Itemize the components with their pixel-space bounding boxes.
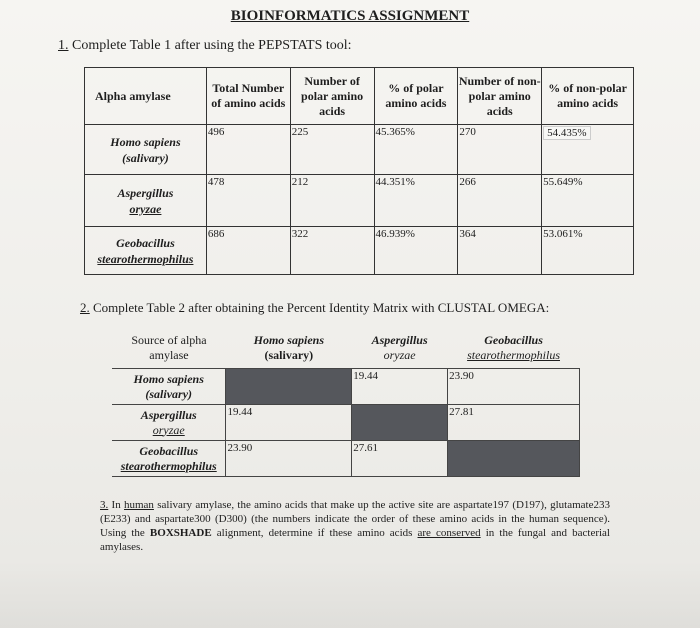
table-2-row-label: Geobacillus stearothermophilus [112, 441, 226, 477]
table-1-cell[interactable]: 266 [458, 175, 542, 227]
table-2-diagonal-cell [448, 441, 580, 477]
table-2-diagonal-cell [352, 405, 448, 441]
table-1-cell[interactable]: 53.061% [542, 227, 634, 275]
table-1-cell-active[interactable] [542, 125, 634, 175]
table-1-cell[interactable]: 364 [458, 227, 542, 275]
table-1-cell[interactable]: 45.365% [374, 125, 458, 175]
table-2-col-header: Geobacillus stearothermophilus [448, 328, 580, 369]
question-2-number: 2. [80, 300, 90, 315]
table-2-header-row [112, 328, 580, 369]
table-2-cell[interactable]: 19.44 [226, 405, 352, 441]
table-row [112, 369, 580, 405]
table-1-row-label: Aspergillus oryzae [85, 175, 207, 227]
table-2-cell[interactable]: 27.81 [448, 405, 580, 441]
table-2-col-header: Aspergillus oryzae [352, 328, 448, 369]
table-2-cell[interactable]: 19.44 [352, 369, 448, 405]
table-row [112, 405, 580, 441]
table-1-header-polar-percent: % of polar amino acids [374, 68, 458, 125]
table-1-cell[interactable]: 322 [290, 227, 374, 275]
question-2 [80, 300, 549, 316]
table-1-cell[interactable]: 496 [206, 125, 290, 175]
table-1-header-total: Total Number of amino acids [206, 68, 290, 125]
table-2-cell[interactable]: 23.90 [226, 441, 352, 477]
photo-shadow [0, 560, 700, 628]
table-1-row-label: Geobacillus stearothermophilus [85, 227, 207, 275]
table-row [85, 175, 634, 227]
table-2-cell[interactable]: 27.61 [352, 441, 448, 477]
page-title: BIOINFORMATICS ASSIGNMENT [230, 8, 470, 24]
question-3-number: 3. [100, 499, 109, 511]
question-2-text: Complete Table 2 after obtaining the Percent Identity Matrix with CLUSTAL OMEGA: [89, 300, 550, 315]
question-1-number: 1. [58, 38, 69, 53]
table-2-corner-header: Source of alpha amylase [112, 328, 226, 369]
table-1-cell[interactable]: 478 [206, 175, 290, 227]
table-row [85, 227, 634, 275]
table-1-header-row [85, 68, 634, 125]
table-1-row-label: Homo sapiens (salivary) [85, 125, 207, 175]
table-2-col-header: Homo sapiens (salivary) [226, 328, 352, 369]
table-1-cell[interactable]: 225 [290, 125, 374, 175]
question-1 [58, 38, 352, 54]
question-3: 3. In human salivary amylase, the amino acids that make up the active site are aspartate197 (D197), glutamate233 (E233) and aspartate300 (D300) (the numbers indicate the order of these amino acids in the human sequence). Using the BOXSHADE alignment, determine if these amino acids are conserved in the fungal and bacterial amylases. [100, 499, 610, 553]
table-2-diagonal-cell [226, 369, 352, 405]
table-2-row-label: Homo sapiens (salivary) [112, 369, 226, 405]
table-1-header-polar-count: Number of polar amino acids [290, 68, 374, 125]
table-1-cell[interactable]: 46.939% [374, 227, 458, 275]
table-1-cell[interactable]: 212 [290, 175, 374, 227]
question-1-text: Complete Table 1 after using the PEPSTATS tool: [68, 38, 352, 53]
table-1-cell[interactable]: 686 [206, 227, 290, 275]
table-1 [84, 67, 634, 275]
table-1-header-nonpolar-percent: % of non-polar amino acids [542, 68, 634, 125]
table-1-cell[interactable]: 270 [458, 125, 542, 175]
table-row [85, 125, 634, 175]
table-1-header-nonpolar-count: Number of non-polar amino acids [458, 68, 542, 125]
table-1-header-alpha-amylase: Alpha amylase [85, 68, 207, 125]
table-row [112, 441, 580, 477]
table-1-cell[interactable]: 55.649% [542, 175, 634, 227]
table-2-cell[interactable]: 23.90 [448, 369, 580, 405]
table-1-cell[interactable]: 44.351% [374, 175, 458, 227]
table-2 [112, 328, 580, 477]
table-2-row-label: Aspergillus oryzae [112, 405, 226, 441]
active-cell-value[interactable]: 54.435% [543, 126, 590, 140]
